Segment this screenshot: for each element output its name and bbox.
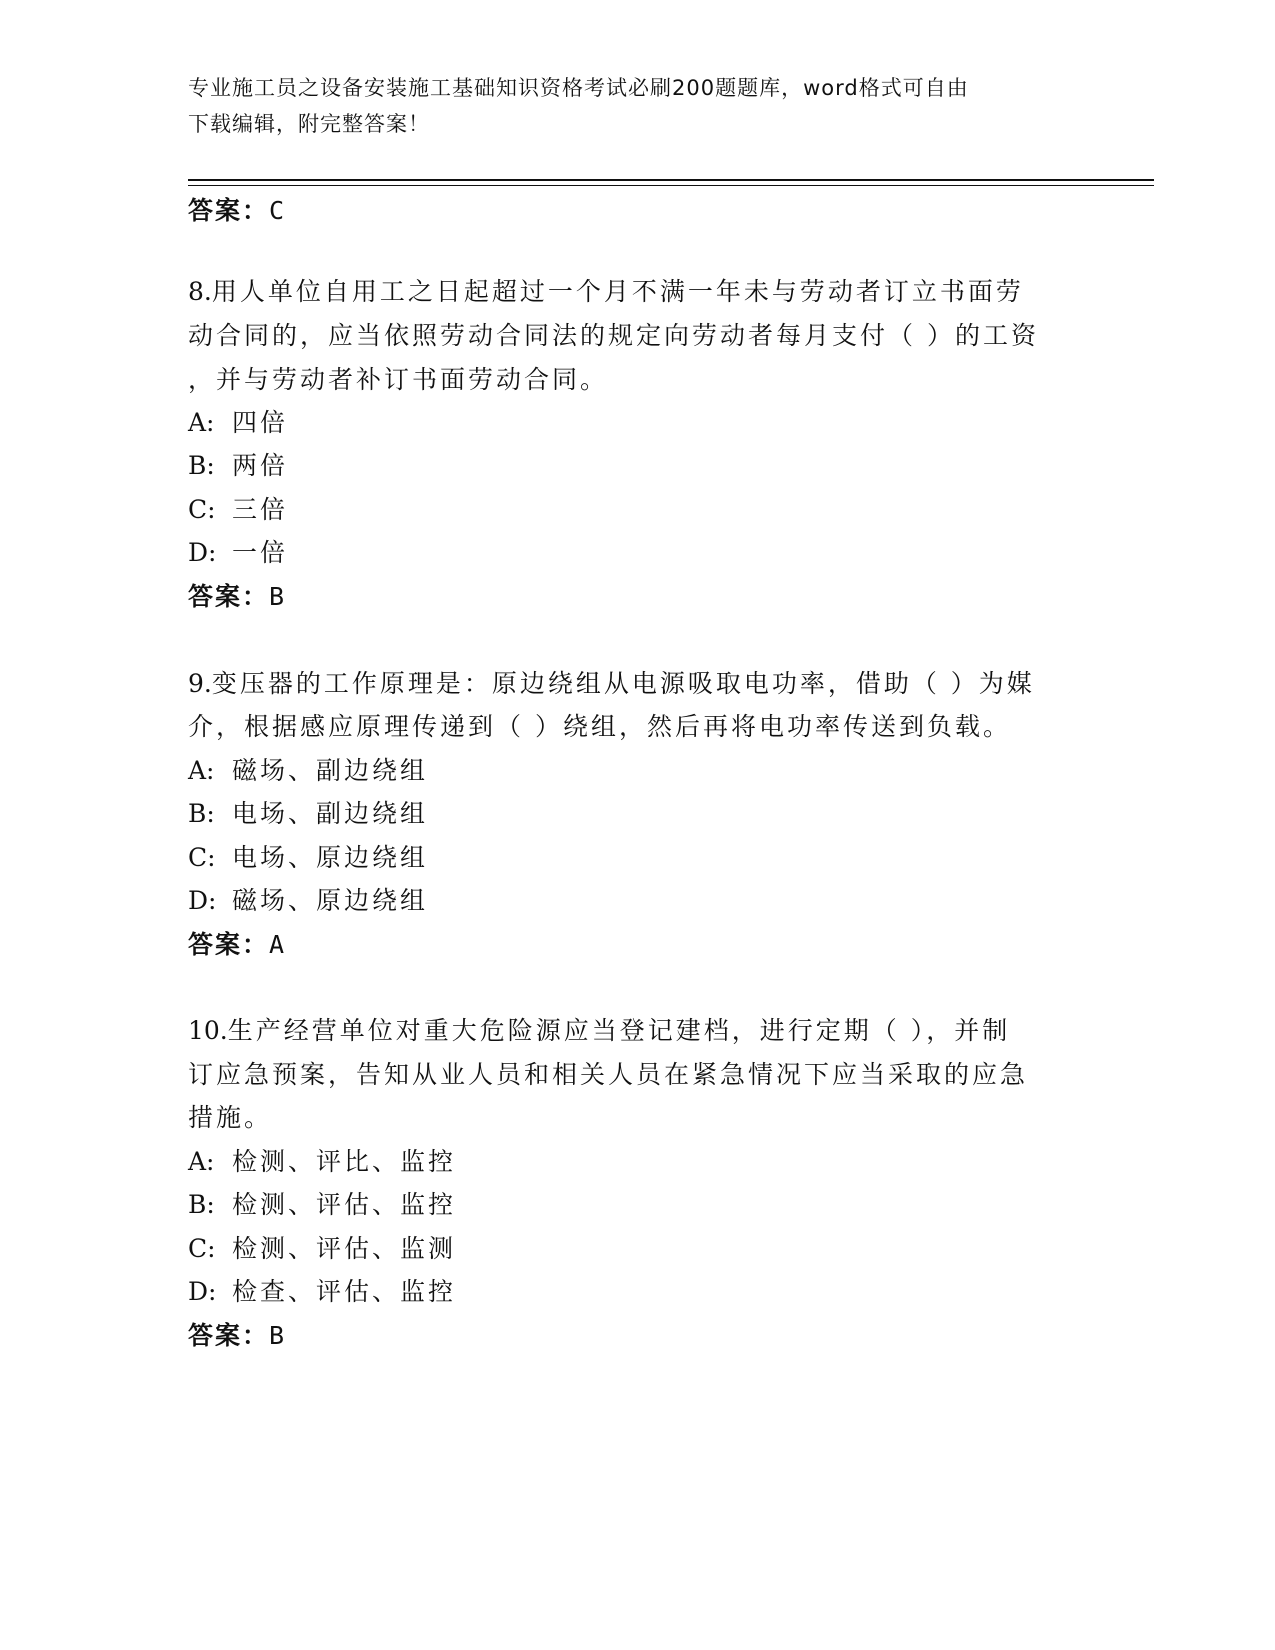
question-number: 8. [188,277,212,306]
answer-value: B [269,582,288,611]
answer-value: C [269,196,288,225]
header-divider-thin [188,185,1154,186]
option-b: B: 电场、副边绕组 [188,799,429,828]
answer-value: B [269,1321,288,1350]
option-d: D: 磁场、原边绕组 [188,886,429,915]
option-c: C: 电场、原边绕组 [188,843,429,872]
question-text-line: 措施。 [188,1103,273,1132]
answer-label: 答案： [188,1321,270,1350]
answer-label: 答案： [188,196,270,225]
question-text-line: 10.生产经营单位对重大危险源应当登记建档，进行定期（ ），并制 [188,1016,1011,1045]
question-number: 9. [188,669,212,698]
answer-value: A [269,930,288,959]
question-number: 10. [188,1016,228,1045]
header-line-2: 下载编辑，附完整答案！ [188,112,430,136]
document-header [188,70,1088,142]
option-a: A: 四倍 [188,408,289,437]
question-text-line: ，并与劳动者补订书面劳动合同。 [188,365,609,394]
option-c: C: 检测、评估、监测 [188,1234,457,1263]
question-text-line: 订应急预案，告知从业人员和相关人员在紧急情况下应当采取的应急 [188,1060,1029,1089]
option-c: C: 三倍 [188,495,289,524]
option-d: D: 检查、评估、监控 [188,1277,457,1306]
answer-label: 答案： [188,582,270,611]
answer-label: 答案： [188,930,270,959]
answer-line [188,1323,287,1348]
answer-line [188,584,287,609]
option-b: B: 检测、评估、监控 [188,1190,457,1219]
header-line-1: 专业施工员之设备安装施工基础知识资格考试必刷200题题库，word格式可自由 [188,76,969,100]
question-text-line: 9.变压器的工作原理是：原边绕组从电源吸取电功率，借助（ ）为媒 [188,669,1035,698]
question-text-line: 介，根据感应原理传递到（ ）绕组，然后再将电功率传送到负载。 [188,712,1011,741]
option-b: B: 两倍 [188,451,289,480]
option-d: D: 一倍 [188,538,289,567]
question-text-line: 动合同的，应当依照劳动合同法的规定向劳动者每月支付（ ）的工资 [188,321,1039,350]
question-text-line: 8.用人单位自用工之日起超过一个月不满一年未与劳动者订立书面劳 [188,277,1024,306]
header-divider [188,179,1154,181]
option-a: A: 磁场、副边绕组 [188,756,429,785]
answer-line [188,932,287,957]
option-a: A: 检测、评比、监控 [188,1147,457,1176]
answer-line [188,198,287,223]
